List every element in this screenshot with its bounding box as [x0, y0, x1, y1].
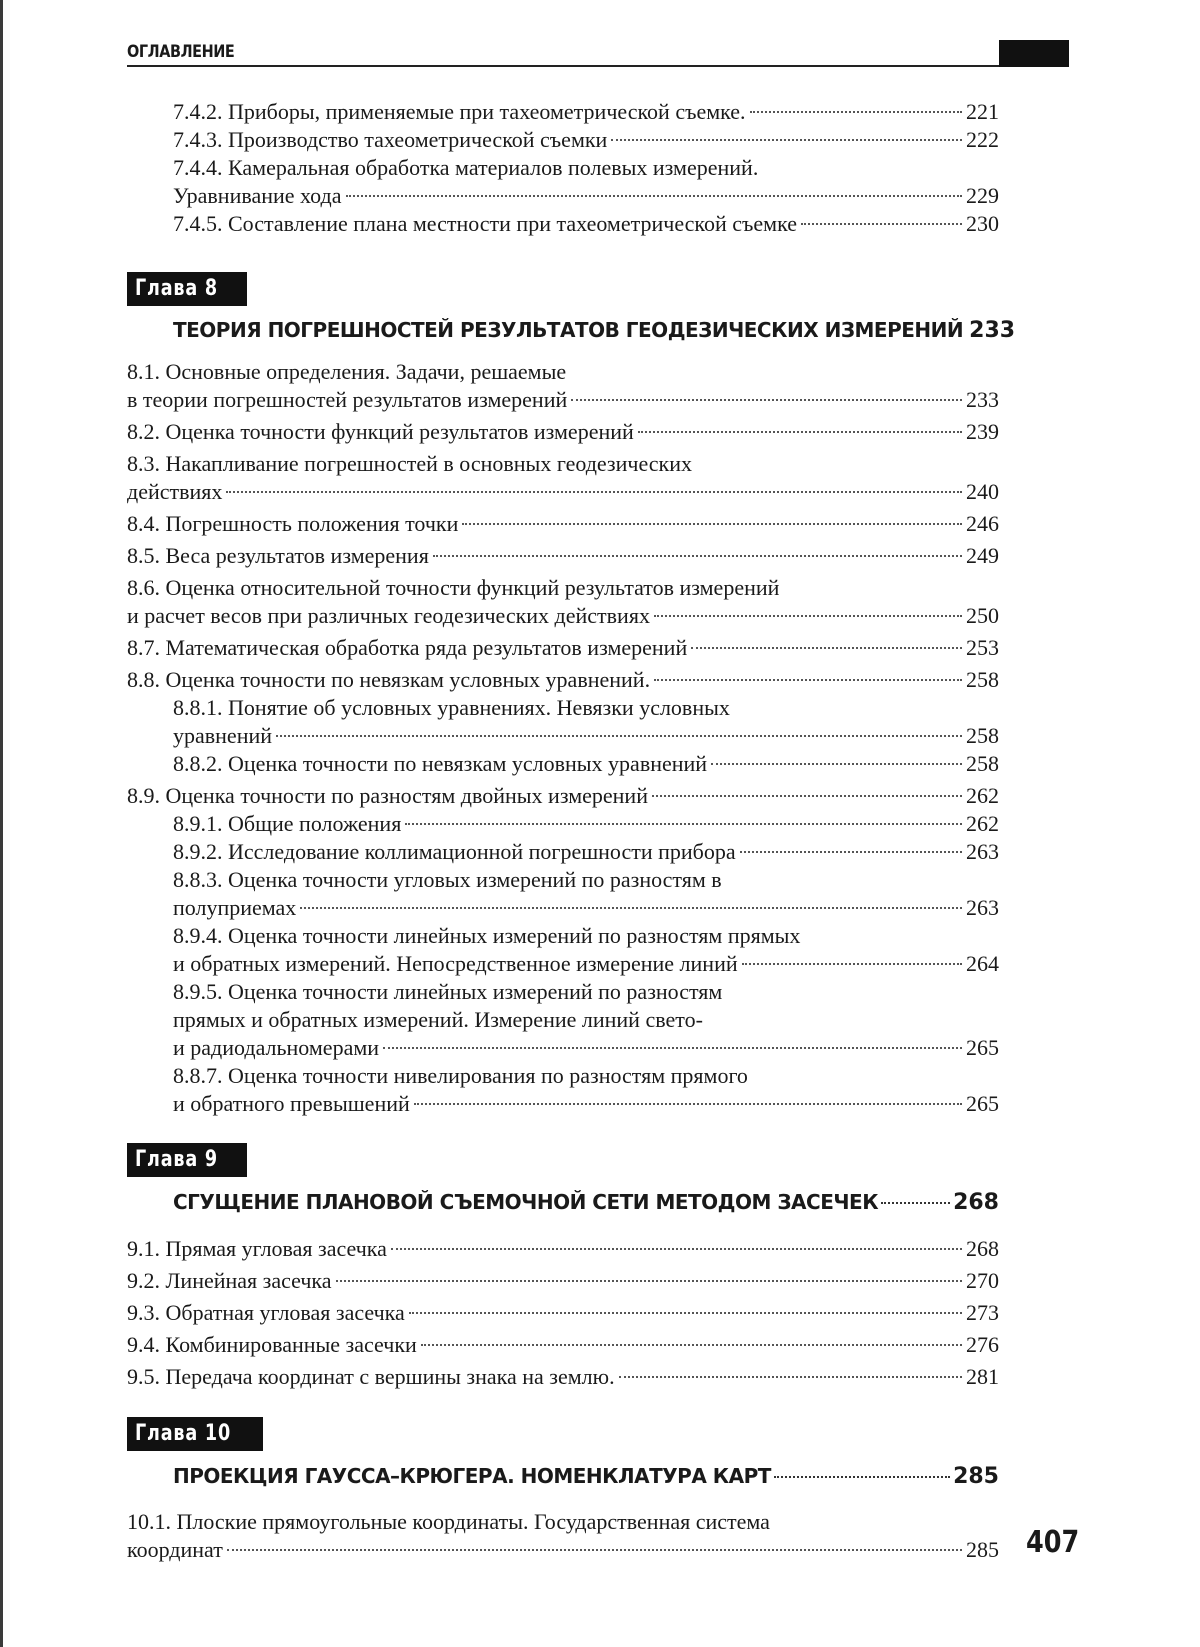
leader-dots — [881, 1202, 950, 1204]
entry-text: 9.2. Линейная засечка — [127, 1268, 332, 1293]
leader-dots — [300, 907, 962, 909]
chapter-title-9[interactable] — [173, 1190, 999, 1220]
entry-page: 264 — [966, 951, 999, 976]
toc-entry-9-4[interactable] — [127, 1331, 999, 1359]
entry-text: 8.9.1. Общие положения — [173, 811, 402, 836]
chapter-title-text: ПРОЕКЦИЯ ГАУССА–КРЮГЕРА. НОМЕНКЛАТУРА КАРТ — [173, 1464, 771, 1488]
toc-entry-8-9-5[interactable] — [173, 978, 999, 1062]
leader-dots — [652, 795, 962, 797]
entry-text: 8.4. Погрешность положения точки — [127, 511, 459, 536]
entry-text: 8.9. Оценка точности по разностям двойных измерений — [127, 783, 648, 808]
toc-entry-10-1[interactable] — [127, 1508, 999, 1564]
chapter-title-text: ТЕОРИЯ ПОГРЕШНОСТЕЙ РЕЗУЛЬТАТОВ ГЕОДЕЗИЧЕСКИХ ИЗМЕРЕНИЙ — [173, 318, 964, 342]
entry-page: 263 — [966, 839, 999, 864]
toc-entry-8-8[interactable] — [127, 666, 999, 694]
entry-text-line: 7.4.4. Камеральная обработка материалов полевых измерений. — [173, 155, 759, 180]
entry-text: полуприемах — [173, 895, 297, 920]
entry-text-line: 8.8.7. Оценка точности нивелирования по разностям прямого — [173, 1063, 748, 1088]
entry-text: уравнений — [173, 723, 273, 748]
leader-dots — [421, 1344, 962, 1346]
entry-text: и обратных измерений. Непосредственное измерение линий — [173, 951, 738, 976]
toc-entry-7-4-4[interactable] — [173, 154, 999, 210]
entry-text: 9.3. Обратная угловая засечка — [127, 1300, 405, 1325]
entry-page: 262 — [966, 783, 999, 808]
chapter-page: 233 — [969, 318, 1016, 343]
toc-entry-7-4-5[interactable] — [173, 210, 999, 238]
entry-text: 8.9.2. Исследование коллимационной погрешности прибора — [173, 839, 736, 864]
entry-text: Уравнивание хода — [173, 183, 342, 208]
chapter-title-10[interactable] — [173, 1464, 999, 1494]
entry-page: 265 — [966, 1091, 999, 1116]
chapter-badge-10: Глава 10 — [127, 1417, 263, 1451]
toc-entry-8-8-1[interactable] — [173, 694, 999, 750]
toc-entry-8-6[interactable] — [127, 574, 999, 630]
leader-dots — [276, 735, 962, 737]
entry-text: 8.5. Веса результатов измерения — [127, 543, 429, 568]
toc-entry-8-9[interactable] — [127, 782, 999, 810]
header-black-block — [999, 40, 1069, 67]
toc-entry-9-5[interactable] — [127, 1363, 999, 1391]
leader-dots — [462, 523, 962, 525]
leader-dots — [405, 823, 962, 825]
entry-page: 258 — [966, 667, 999, 692]
leader-dots — [638, 431, 962, 433]
leader-dots — [433, 555, 962, 557]
leader-dots — [611, 139, 962, 141]
toc-entry-8-9-2[interactable] — [173, 838, 999, 866]
toc-entry-8-9-1[interactable] — [173, 810, 999, 838]
entry-text: и расчет весов при различных геодезических действиях — [127, 603, 650, 628]
chapter-badge-8: Глава 8 — [127, 272, 247, 306]
leader-dots — [691, 647, 962, 649]
leader-dots — [774, 1476, 950, 1478]
leader-dots — [391, 1248, 962, 1250]
toc-entry-7-4-3[interactable] — [173, 126, 999, 154]
entry-text: 8.2. Оценка точности функций результатов измерений — [127, 419, 634, 444]
entry-text: 8.7. Математическая обработка ряда результатов измерений — [127, 635, 688, 660]
entry-text-line: 8.6. Оценка относительной точности функций результатов измерений — [127, 575, 780, 600]
header-title: ОГЛАВЛЕНИЕ — [127, 42, 235, 62]
leader-dots — [409, 1312, 962, 1314]
entry-page: 233 — [966, 387, 999, 412]
entry-text-line: 8.1. Основные определения. Задачи, решаемые — [127, 359, 567, 384]
entry-text: 8.8.2. Оценка точности по невязкам условных уравнений — [173, 751, 708, 776]
toc-entry-8-8-7[interactable] — [173, 1062, 999, 1118]
entry-page: 262 — [966, 811, 999, 836]
entry-text: 9.5. Передача координат с вершины знака на землю. — [127, 1364, 615, 1389]
leader-dots — [226, 491, 962, 493]
entry-page: 276 — [966, 1332, 999, 1357]
entry-text: и радиодальномерами — [173, 1035, 380, 1060]
leader-dots — [227, 1549, 962, 1551]
entry-page: 239 — [966, 419, 999, 444]
entry-text-line: 8.8.3. Оценка точности угловых измерений по разностям в — [173, 867, 722, 892]
running-header — [127, 38, 1069, 68]
entry-page: 285 — [966, 1537, 999, 1562]
entry-page: 229 — [966, 183, 999, 208]
leader-dots — [801, 223, 962, 225]
toc-entry-8-8-3[interactable] — [173, 866, 999, 922]
chapter-title-8[interactable] — [173, 318, 1016, 348]
leader-dots — [346, 195, 962, 197]
page-number: 407 — [1026, 1525, 1080, 1560]
toc-entry-8-9-4[interactable] — [173, 922, 999, 978]
toc-entry-8-8-2[interactable] — [173, 750, 999, 778]
entry-text: 7.4.3. Производство тахеометрической съемки — [173, 127, 608, 152]
entry-page: 273 — [966, 1300, 999, 1325]
entry-text: координат — [127, 1537, 223, 1562]
leader-dots — [414, 1103, 962, 1105]
entry-page: 222 — [966, 127, 999, 152]
entry-page: 221 — [966, 99, 999, 124]
entry-text-line: 8.3. Накапливание погрешностей в основных геодезических — [127, 451, 692, 476]
entry-text: 9.4. Комбинированные засечки — [127, 1332, 417, 1357]
entry-text: действиях — [127, 479, 223, 504]
entry-text: 7.4.5. Составление плана местности при тахеометрической съемке — [173, 211, 797, 236]
entry-page: 253 — [966, 635, 999, 660]
toc-entry-8-7[interactable] — [127, 634, 999, 662]
header-rule — [127, 65, 1069, 67]
entry-text-line: 8.9.4. Оценка точности линейных измерений по разностям прямых — [173, 923, 801, 948]
leader-dots — [619, 1376, 962, 1378]
leader-dots — [742, 963, 962, 965]
toc-entry-9-2[interactable] — [127, 1267, 999, 1295]
chapter-badge-9: Глава 9 — [127, 1143, 247, 1177]
entry-page: 258 — [966, 723, 999, 748]
entry-page: 270 — [966, 1268, 999, 1293]
entry-text: 9.1. Прямая угловая засечка — [127, 1236, 387, 1261]
entry-page: 265 — [966, 1035, 999, 1060]
chapter-title-text: СГУЩЕНИЕ ПЛАНОВОЙ СЪЕМОЧНОЙ СЕТИ МЕТОДОМ ЗАСЕЧЕК — [173, 1190, 879, 1214]
toc-entry-7-4-2[interactable] — [173, 98, 999, 126]
entry-page: 246 — [966, 511, 999, 536]
leader-dots — [336, 1280, 962, 1282]
entry-page: 268 — [966, 1236, 999, 1261]
entry-text-line: 8.8.1. Понятие об условных уравнениях. Невязки условных — [173, 695, 730, 720]
entry-page: 230 — [966, 211, 999, 236]
entry-text-line: 8.9.5. Оценка точности линейных измерений по разностям — [173, 979, 723, 1004]
entry-page: 249 — [966, 543, 999, 568]
toc-entry-9-3[interactable] — [127, 1299, 999, 1327]
leader-dots — [750, 111, 962, 113]
entry-page: 258 — [966, 751, 999, 776]
toc-entry-8-4[interactable] — [127, 510, 999, 538]
entry-text-line: 10.1. Плоские прямоугольные координаты. Государственная система — [127, 1509, 770, 1534]
toc-entry-8-1[interactable] — [127, 358, 999, 414]
entry-page: 250 — [966, 603, 999, 628]
leader-dots — [654, 615, 962, 617]
toc-entry-8-5[interactable] — [127, 542, 999, 570]
entry-page: 263 — [966, 895, 999, 920]
entry-text: 8.8. Оценка точности по невязкам условных уравнений. — [127, 667, 651, 692]
entry-page: 281 — [966, 1364, 999, 1389]
entry-page: 240 — [966, 479, 999, 504]
leader-dots — [711, 763, 962, 765]
entry-text: 7.4.2. Приборы, применяемые при тахеометрической съемке. — [173, 99, 746, 124]
entry-text: в теории погрешностей результатов измерений — [127, 387, 568, 412]
entry-text: и обратного превышений — [173, 1091, 410, 1116]
leader-dots — [654, 679, 962, 681]
chapter-page: 268 — [953, 1190, 999, 1215]
entry-text-line: прямых и обратных измерений. Измерение линий свето- — [173, 1007, 703, 1032]
toc-entry-8-2[interactable] — [127, 418, 999, 446]
leader-dots — [383, 1047, 962, 1049]
toc-entry-8-3[interactable] — [127, 450, 999, 506]
toc-entry-9-1[interactable] — [127, 1235, 999, 1263]
leader-dots — [740, 851, 962, 853]
leader-dots — [571, 399, 962, 401]
chapter-page: 285 — [953, 1464, 999, 1489]
